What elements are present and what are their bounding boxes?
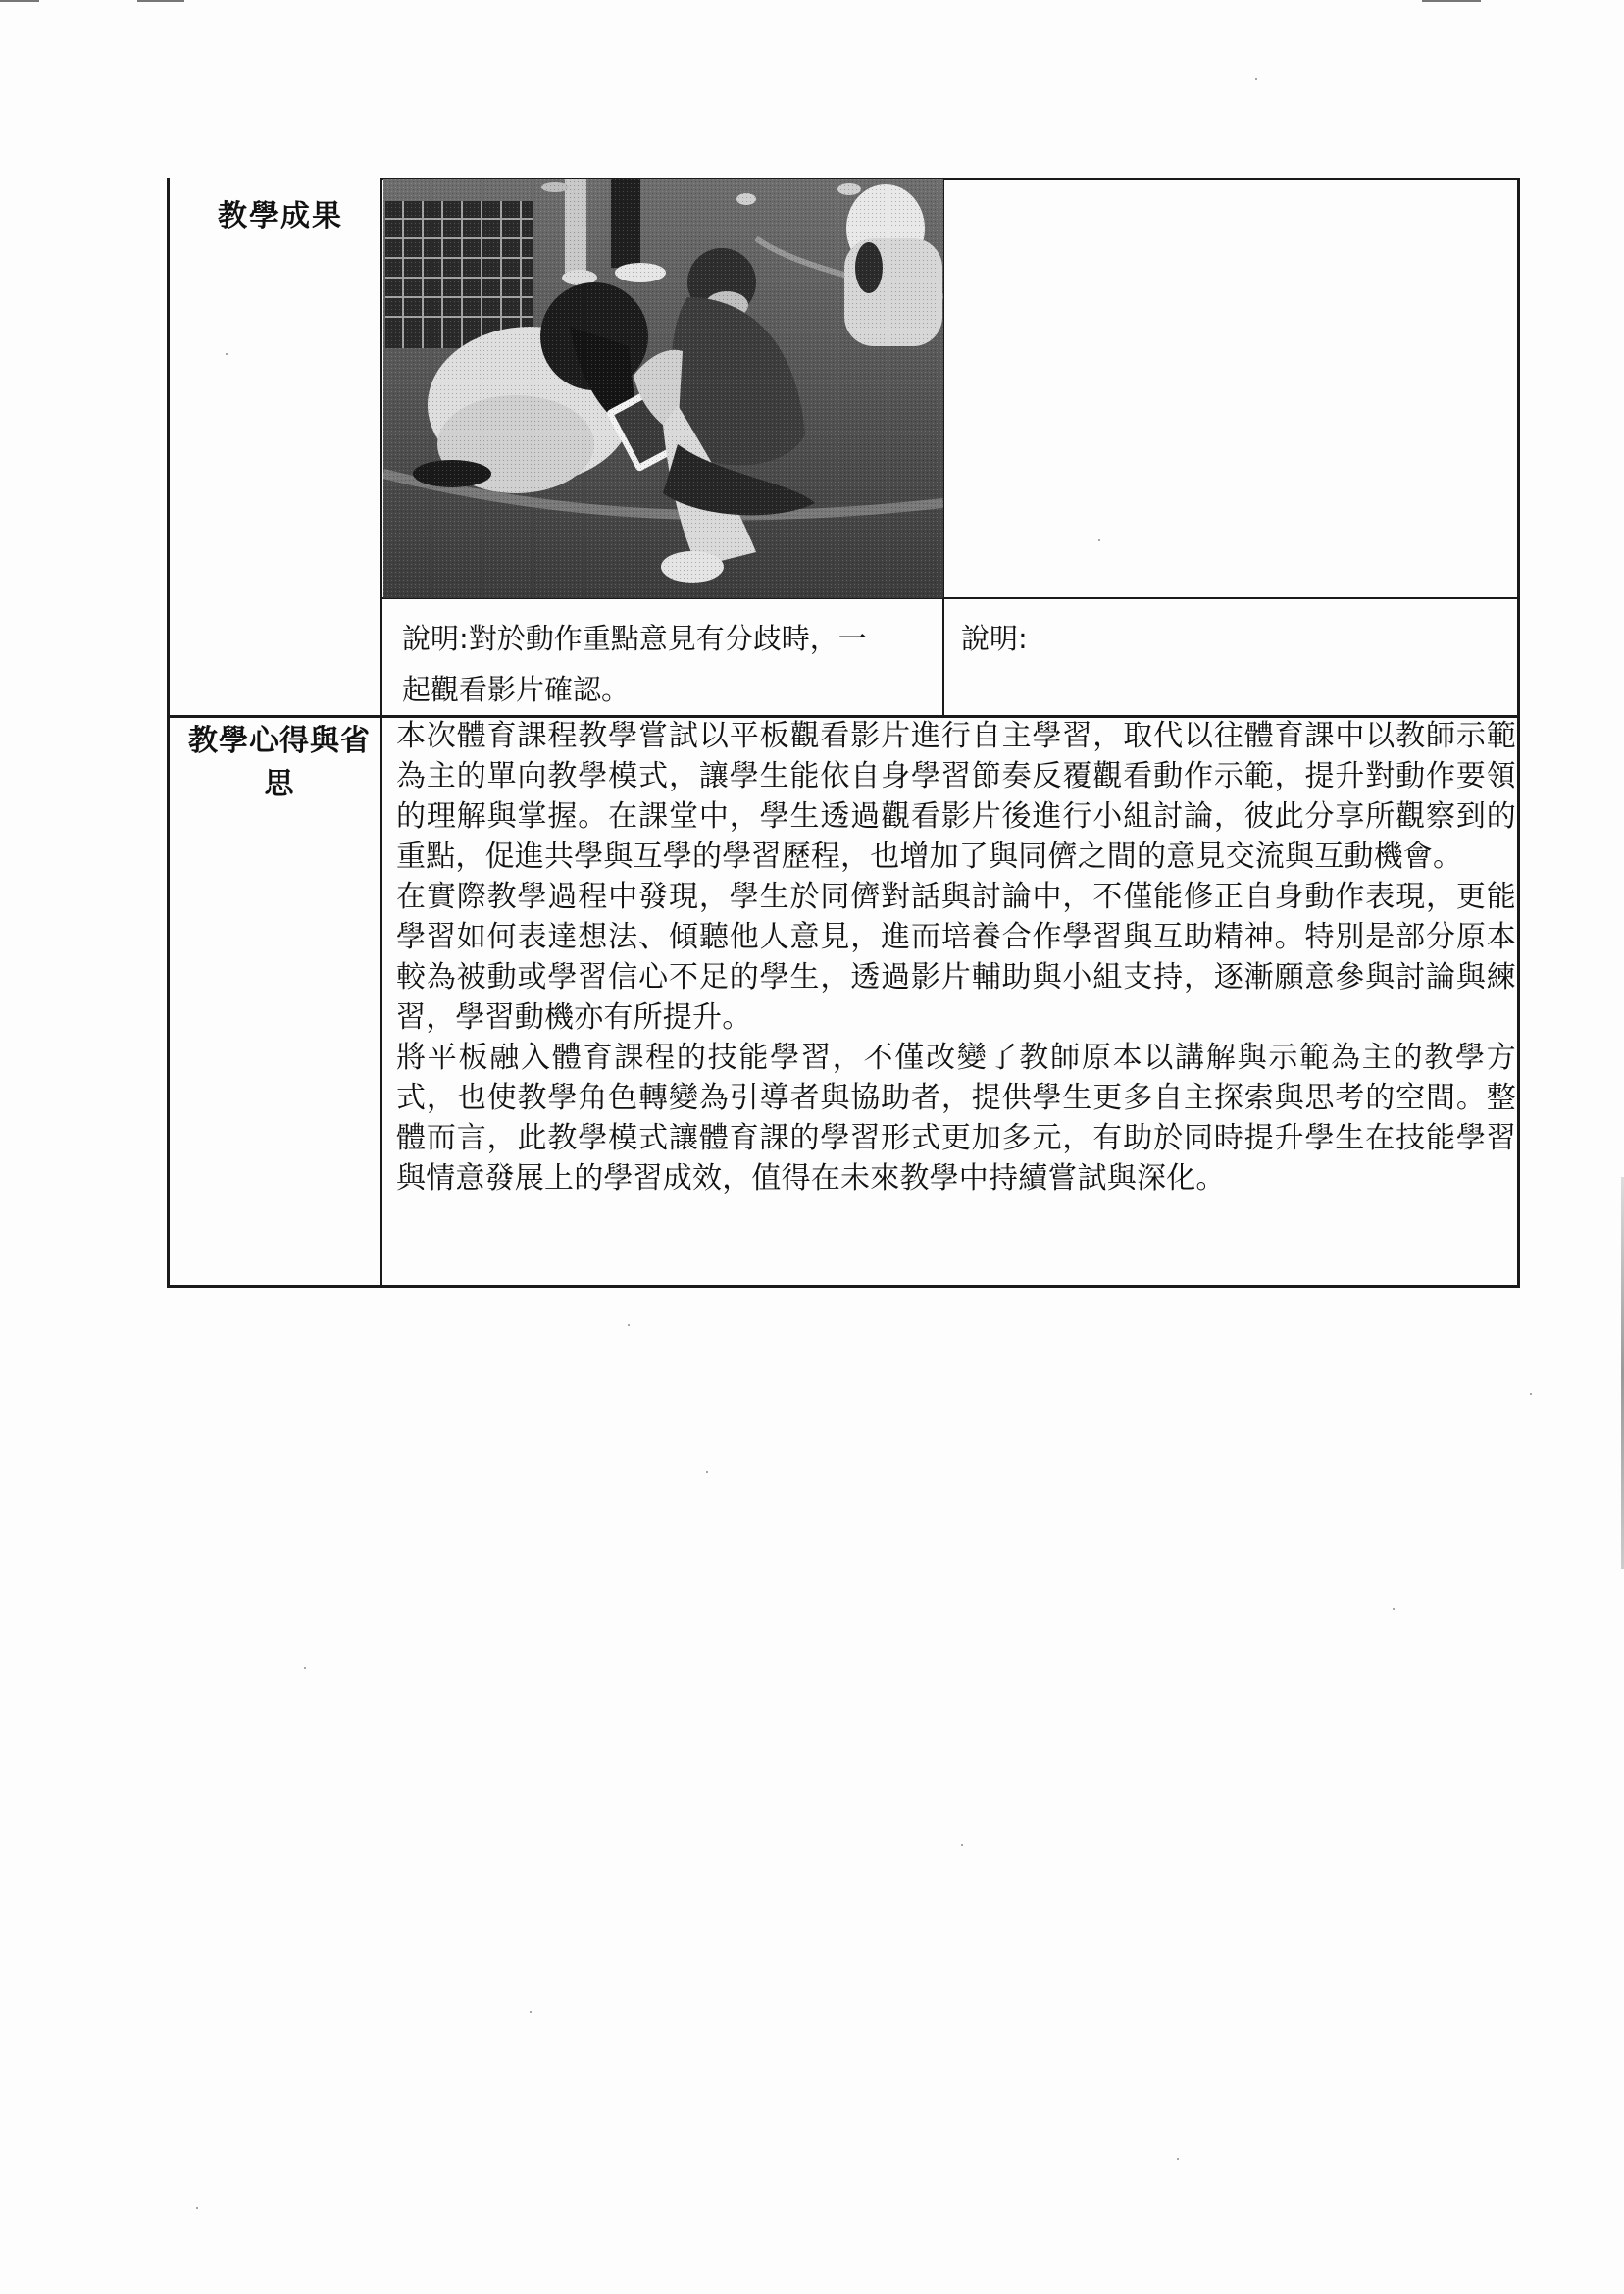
- scan-speck: [961, 1844, 963, 1846]
- table-label-divider: [380, 178, 382, 1288]
- scan-speck: [628, 1324, 630, 1326]
- reflection-text: [396, 716, 1516, 1198]
- scan-edge-mark: [0, 0, 39, 2]
- scan-speck: [530, 2011, 532, 2013]
- classroom-photo: [383, 179, 943, 598]
- table-border-right: [1517, 178, 1520, 1288]
- scan-speck: [1255, 78, 1257, 80]
- classroom-photo-icon: [383, 179, 943, 598]
- scan-speck: [304, 1667, 306, 1669]
- reflection-paragraph: 本次體育課程教學嘗試以平板觀看影片進行自主學習，取代以往體育課中以教師示範為主的單向教學模式，讓學生能依自身學習節奏反覆觀看動作示範，提升對動作要領的理解與掌握。在課堂中，學生透過觀看影片後進行小組討論，彼此分享所觀察到的重點，促進共學與互學的學習歷程，也增加了與同儕之間的意見交流與互動機會。: [396, 719, 1516, 874]
- results-label: 教學成果: [218, 199, 343, 233]
- reflection-paragraph: 將平板融入體育課程的技能學習，不僅改變了教師原本以講解與示範為主的教學方式，也使教學角色轉變為引導者與協助者，提供學生更多自主探索與思考的空間。整體而言，此教學模式讓體育課的學習形式更加多元，有助於同時提升學生在技能學習與情意發展上的學習成效，值得在未來教學中持續嘗試與深化。: [396, 1041, 1516, 1196]
- photo-caption-right: 說明:: [961, 622, 1028, 655]
- caption-left-line1: 說明:對於動作重點意見有分歧時，一: [402, 622, 867, 655]
- reflection-label: 教學心得與省思: [188, 724, 371, 801]
- table-border-left: [167, 178, 170, 1288]
- scan-speck: [226, 353, 228, 355]
- scan-speck: [1098, 539, 1100, 541]
- scan-speck: [1530, 1393, 1532, 1395]
- scan-speck: [1393, 1608, 1395, 1610]
- scan-speck: [706, 1471, 708, 1473]
- reflection-paragraph: 在實際教學過程中發現，學生於同儕對話與討論中，不僅能修正自身動作表現，更能學習如何表達想法、傾聽他人意見，進而培養合作學習與互助精神。特別是部分原本較為被動或學習信心不足的學生，透過影片輔助與小組支持，逐漸願意參與討論與練習，學習動機亦有所提升。: [396, 880, 1516, 1035]
- scan-edge-mark: [137, 0, 184, 2]
- scan-edge-mark: [1422, 0, 1481, 2]
- scan-speck: [196, 2207, 198, 2209]
- photo-caption-left: [402, 613, 932, 715]
- table-border-bottom: [167, 1285, 1520, 1288]
- scan-speck: [1177, 2158, 1179, 2160]
- caption-left-line2: 起觀看影片確認。: [402, 673, 631, 706]
